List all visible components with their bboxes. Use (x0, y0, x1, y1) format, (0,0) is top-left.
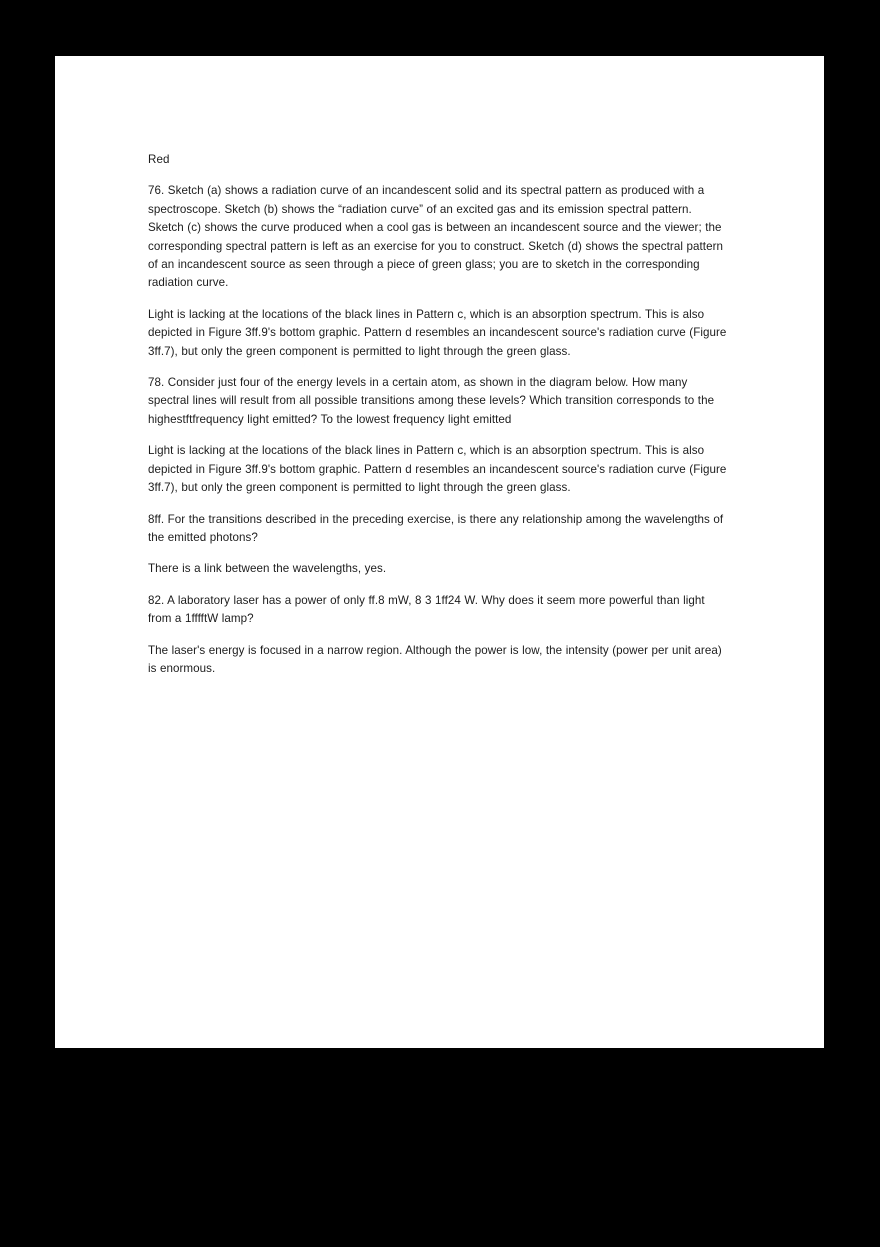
answer-paragraph-76: Light is lacking at the locations of the black lines in Pattern c, which is an absorption spectrum. This is also depicted in Figure 3ff.9's bottom graphic. Pattern d resembles an incandescent source's radiation curve (Figure 3ff.7), but only the green component is permitted to light through the green glass. (148, 307, 727, 358)
answer-paragraph-8ff: There is a link between the wavelengths, yes. (148, 562, 387, 576)
document-page (55, 56, 824, 1048)
question-paragraph-78: 78. Consider just four of the energy levels in a certain atom, as shown in the diagram below. How many spectral lines will result from all possible transitions among these levels? Which transition corresponds to the highestftfrequency light emitted? To the lowest frequency light emitted (148, 376, 715, 426)
question-paragraph-82: 82. A laboratory laser has a power of only ff.8 mW, 8 3 1ff24 W. Why does it seem more powerful than light from a 1fffftW lamp? (148, 593, 705, 626)
answer-paragraph-78: Light is lacking at the locations of the black lines in Pattern c, which is an absorption spectrum. This is also depicted in Figure 3ff.9's bottom graphic. Pattern d resembles an incandescent source's radiation curve (Figure 3ff.7), but only the green component is permitted to light through the green glass. (148, 444, 727, 495)
page-title: Red (148, 153, 170, 166)
question-paragraph-8ff: 8ff. For the transitions described in the preceding exercise, is there any relationship among the wavelengths of the emitted photons? (148, 512, 724, 544)
question-paragraph-76: 76. Sketch (a) shows a radiation curve of an incandescent solid and its spectral pattern as produced with a spectroscope. Sketch (b) shows the “radiation curve” of an excited gas and its emission spectral pattern. Sketch (c) shows the curve produced when a cool gas is between an incandescent source and the viewer; the corresponding spectral pattern is left as an exercise for you to construct. Sketch (d) shows the spectral pattern of an incandescent source as seen through a piece of green glass; you are to sketch in the corresponding radiation curve. (148, 184, 724, 290)
document-text-column (148, 151, 728, 678)
answer-paragraph-82: The laser's energy is focused in a narrow region. Although the power is low, the intensity (power per unit area) is enormous. (148, 643, 722, 675)
